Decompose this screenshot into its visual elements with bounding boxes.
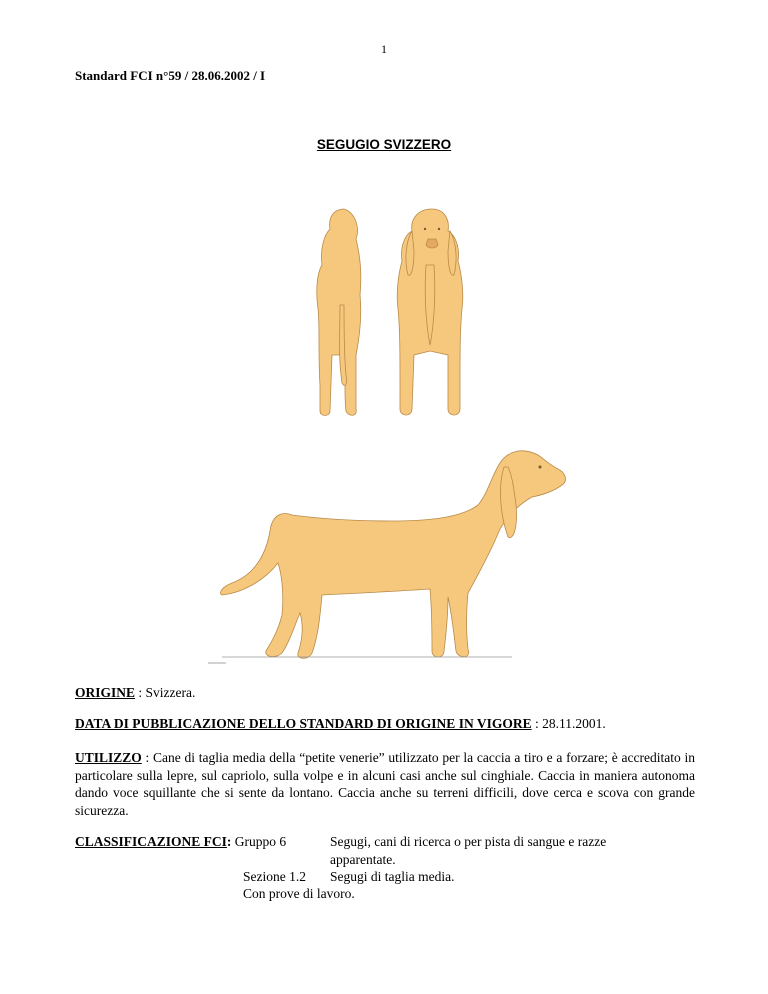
origine-text: : Svizzera. [135, 685, 196, 700]
document-header: Standard FCI n°59 / 28.06.2002 / I [75, 68, 266, 83]
dog-front-back-illustration [300, 205, 480, 425]
side-view-dog [220, 451, 565, 658]
origine-paragraph [75, 684, 695, 702]
gruppo: Gruppo 6 [234, 834, 287, 849]
eye-icon [539, 466, 542, 469]
classificazione-label: CLASSIFICAZIONE FCI [75, 834, 227, 849]
utilizzo-label: UTILIZZO [75, 750, 142, 765]
dog-side-illustration [182, 445, 592, 673]
utilizzo-text: : Cane di taglia media della “petite venerie” utilizzato per la caccia a tiro e a forzare; è accreditato in particolare sulla lepre, sul capriolo, sulla volpe e in alcuni casi anche sul cinghiale. Caccia in maniera autonoma dando voce squillante che si sente da lontano. Caccia anche su terreni difficili, dove cerca e scova con grande sicurezza. [75, 750, 695, 818]
prove-di-lavoro: Con prove di lavoro. [243, 886, 355, 901]
data-pubblicazione-label: DATA DI PUBBLICAZIONE DELLO STANDARD DI ORIGINE IN VIGORE [75, 716, 532, 731]
data-pubblicazione-text: : 28.11.2001. [531, 716, 606, 731]
sezione: Sezione 1.2 [243, 869, 306, 884]
rear-view-dog [317, 209, 361, 416]
data-pubblicazione-paragraph [75, 715, 768, 733]
page-number: 1 [381, 42, 387, 56]
gruppo-desc-line1: Segugi, cani di ricerca o per pista di sangue e razze [330, 834, 607, 849]
gruppo-description [330, 833, 710, 868]
page-title: SEGUGIO SVIZZERO [316, 137, 452, 152]
gruppo-desc-line2: apparentate. [330, 851, 396, 867]
utilizzo-paragraph [75, 749, 695, 819]
sezione-description: Segugi di taglia media. [330, 869, 455, 884]
classificazione-block: CLASSIFICAZIONE FCI: Gruppo 6 Segugi, cani di ricerca o per pista di sangue e razze apparentate. Sezione 1.2 Segugi di taglia media. Con prove di lavoro. [75, 833, 695, 905]
origine-label: ORIGINE [75, 685, 136, 700]
